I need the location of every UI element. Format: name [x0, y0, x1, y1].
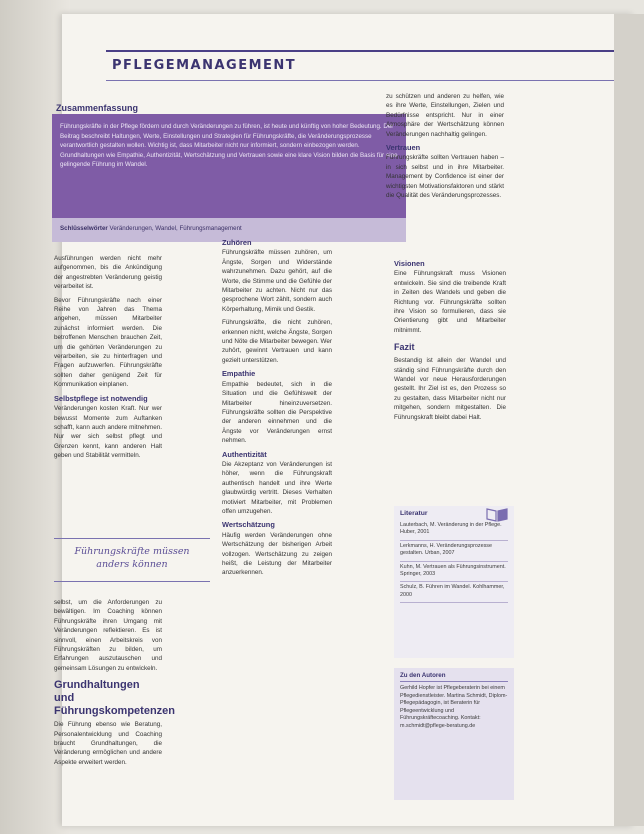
literature-entry: Lauterbach, M. Veränderung in der Pflege. Huber, 2001 [400, 520, 508, 541]
subheading: Selbstpflege ist notwendig [54, 393, 148, 403]
subheading: Vertrauen [386, 143, 421, 153]
pull-quote-line: Führungskräfte müssen [74, 546, 190, 557]
column-middle [222, 234, 332, 578]
header-underline [106, 80, 626, 81]
paragraph: Führungskräfte müssen zuhören, um Ängste, Sorgen und Widerstände wahrzunehmen. Dazu gehört, auf die Worte, die Stimme und die Gefühle der Mitarbeiter zu achten. Nicht nur das gesprochene Wort zählt, sondern auch Körperhaltung, Mimik und Gestik. [222, 249, 332, 313]
paragraph: Führungskräfte, die nicht zuhören, erkennen nicht, welche Ängste, Sorgen und Nöte die Mitarbeiter bewegen. Wer zuhört, gewinnt Vertrauen und kann gezielt unterstützen. [222, 319, 332, 364]
subheading: Authentizität [222, 449, 267, 459]
author-text: Gerhild Hopfer ist Pflegeberaterin bei einem Pflegedienstleister. Martina Schmidt, Diplom-Pflegepädagogin, ist Beraterin für Pflegeentwicklung und Führungskräftecoaching. Kontakt: m.schmidt@pflege-beratung.de [400, 685, 508, 729]
summary-title: Zusammenfassung [56, 103, 139, 113]
literature-entry: Kuhn, M. Vertrauen als Führungsinstrument. Springer, 2003 [400, 562, 508, 583]
paragraph: Bevor Führungskräfte nach einer Reihe von Jahren das Thema angehen, müssen Mitarbeiter zunächst informiert werden. Die betroffenen Menschen brauchen Zeit, um die gehörten Veränderungen zu verarbeiten, sie zu hinterfragen und Fragen aufzuwerfen. Führungskräfte sollten daher genügend Zeit für Kommunikation einplanen. [54, 296, 162, 389]
pull-quote [54, 538, 210, 582]
section-heading: Fazit [394, 342, 415, 353]
paragraph: Die Führung ebenso wie Beratung, Personalentwicklung und Coaching braucht Grundhaltungen, die Veränderung ermöglichen und andere Aspekte erweitert werden. [54, 721, 162, 766]
paragraph: Führungskräfte sollten Vertrauen haben – in sich selbst und in ihre Mitarbeiter. Management by Confidence ist einer der wichtigsten Motivationsfaktoren und stärkt die Qualität des Veränderungsprozesses. [386, 154, 504, 200]
subheading: Visionen [394, 259, 425, 268]
page-edge [614, 14, 644, 826]
paragraph: Eine Führungskraft muss Visionen entwickeln. Sie sind die treibende Kraft in Zeiten des Wandels und geben die Richtung vor. Führungskräfte sollten ihre Vision so formulieren, dass sie Orientierung gibt und Mitarbeiter mitnimmt. [394, 270, 506, 334]
author-title: Zu den Autoren [400, 672, 508, 682]
summary-box [52, 114, 406, 218]
author-box [394, 668, 514, 800]
paragraph: Häufig werden Veränderungen ohne Wertschätzung der bisherigen Arbeit vollzogen. Wertschätzung zu zeigen heißt, die Leistung der Mitarbeiter anzuerkennen. [222, 531, 332, 577]
literature-title: Literatur [400, 510, 428, 517]
literature-box [394, 506, 514, 658]
paragraph: Ausführungen werden nicht mehr aufgenommen, bis die Ankündigung der angestrebten Veränderung geistig verarbeitet ist. [54, 255, 162, 291]
paragraph: Veränderungen kosten Kraft. Nur wer bewusst Momente zum Auftanken schafft, kann auch andere mitnehmen. Nur wer sich selbst pflegt und Grenzen kennt, kann anderen Halt geben und Stabilität vermitteln. [54, 405, 162, 460]
section-heading: Grundhaltungen und Führungskompetenzen [54, 679, 176, 718]
column-left-bottom [54, 598, 176, 767]
paragraph: selbst, um die Anforderungen zu bewältigen. Im Coaching können Führungskräfte ihren Umgang mit Veränderungen reflektieren. Es ist sinnvoll, einen Arbeitskreis von Führungskräften zu bilden, um Erfahrungen auszutauschen und gemeinsam Lösungen zu entwickeln. [54, 599, 162, 672]
literature-entry: Schulz, B. Führen im Wandel. Kohlhammer, 2000 [400, 582, 508, 603]
subheading: Empathie [222, 369, 256, 379]
pull-quote-line: anders können [96, 559, 168, 570]
header-rule [106, 50, 626, 52]
keywords-text: Veränderungen, Wandel, Führungsmanagement [109, 225, 242, 232]
subheading: Zuhören [222, 238, 252, 247]
open-book-icon [486, 506, 508, 522]
column-left-top [54, 254, 162, 461]
summary-text: Führungskräfte in der Pflege fördern und durch Veränderungen zu führen, ist heute und künftig von hoher Bedeutung. Der Beitrag beschreibt Haltungen, Werte, Einstellungen und Strategien für Führungskräfte, die Veränderungsprozesse verantwortlich gestalten wollen. Wichtig ist, dass Mitarbeiter nicht nur informiert, sondern einbezogen werden. Grundhaltungen wie Empathie, Authentizität, Wertschätzung und Vertrauen sowie eine klare Vision bilden die Basis für eine gelingende Führung im Wandel. [60, 123, 398, 169]
paragraph: zu schützen und anderen zu helfen, wie es ihre Werte, Einstellungen, Zielen und Bedürfnisse entspricht. Nur in einer Atmosphäre der Wertschätzung können Veränderungen nachhaltig gelingen. [386, 93, 504, 138]
section-title: PFLEGEMANAGEMENT [112, 58, 297, 73]
column-right-middle [394, 255, 506, 422]
paragraph: Bestandig ist allein der Wandel und ständig sind Führungskräfte durch den Wandel vor neue Herausforderungen gestellt. Ihr Ziel ist es, den Prozess so zu gestalten, dass Mitarbeiter nicht nur mitgehen, sondern mitgestalten. Die Führungskraft bleibt dabei Halt. [394, 357, 506, 421]
subheading: Wertschätzung [222, 520, 275, 530]
paragraph: Empathie bedeutet, sich in die Situation und die Gefühlswelt der Mitarbeiter hineinzuversetzen. Führungskräfte sollten die Perspektive der anderen einnehmen und die Ängste vor Veränderungen ernst nehmen. [222, 380, 332, 445]
literature-entry: Lerkmanns, H. Veränderungsprozesse gestalten. Urban, 2007 [400, 541, 508, 562]
column-right-top [386, 92, 504, 200]
paragraph: Die Akzeptanz von Veränderungen ist höher, wenn die Führungskraft authentisch handelt und ihre Werte glaubwürdig vertritt. Dieses Verhalten motiviert Mitarbeiter, mit Problemen offen umzugehen. [222, 460, 332, 515]
keywords-label: Schlüsselwörter [60, 225, 108, 232]
